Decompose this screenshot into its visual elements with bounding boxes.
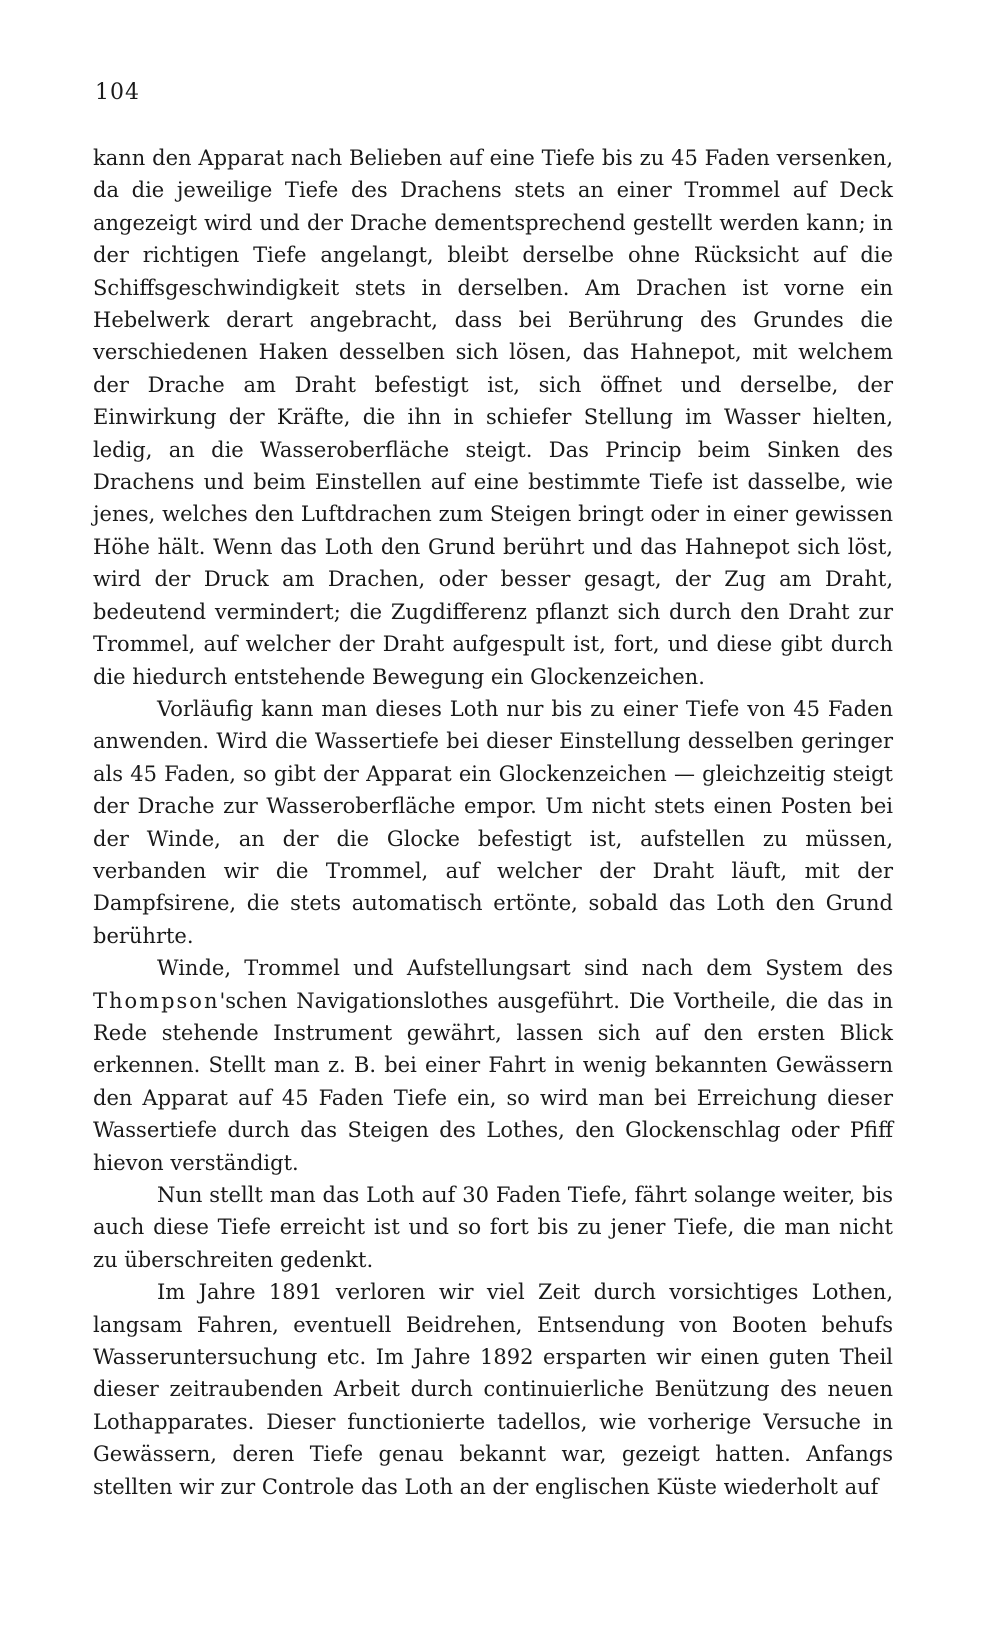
paragraph-4: Nun stellt man das Loth auf 30 Faden Tiefe, fährt solange weiter, bis auch diese Tiefe erreicht ist und so fort bis zu jener Tiefe, die man nicht zu überschreiten gedenkt. bbox=[93, 1183, 893, 1272]
paragraph-3-start: Winde, Trommel und Aufstellungsart sind nach dem System des bbox=[157, 956, 893, 981]
paragraph-3-rest: 'schen Navigationslothes ausgeführt. Die Vortheile, die das in Rede stehende Instrument gewährt, lassen sich auf den ersten Blick erkennen. Stellt man z. B. bei einer Fahrt in wenig bekannten Gewässern den Apparat auf 45 Faden Tiefe ein, so wird man bei Erreichung dieser Wassertiefe durch das Steigen des Lothes, den Glockenschlag oder Pfiff hievon verständigt. bbox=[93, 988, 893, 1175]
body-text bbox=[93, 142, 893, 1503]
paragraph-2: Vorläufig kann man dieses Loth nur bis zu einer Tiefe von 45 Faden anwenden. Wird die Wassertiefe bei dieser Einstellung desselben geringer als 45 Faden, so gibt der Apparat ein Glockenzeichen — gleichzeitig steigt der Drache zur Wasseroberfläche empor. Um nicht stets einen Posten bei der Winde, an der die Glocke befestigt ist, aufstellen zu müssen, verbanden wir die Trommel, auf welcher der Draht läuft, mit der Dampfsirene, die stets automatisch ertönte, sobald das Loth den Grund berührte. bbox=[93, 696, 893, 948]
page-number: 104 bbox=[95, 80, 140, 105]
thompson-name: Thompson bbox=[93, 988, 220, 1013]
paragraph-5: Im Jahre 1891 verloren wir viel Zeit durch vorsichtiges Lothen, langsam Fahren, eventuell Beidrehen, Entsendung von Booten behufs Wasseruntersuchung etc. Im Jahre 1892 ersparten wir einen guten Theil dieser zeitraubenden Arbeit durch continuierliche Benützung des neuen Lothapparates. Dieser functionierte tadellos, wie vorherige Versuche in Gewässern, deren Tiefe genau bekannt war, gezeigt hatten. Anfangs stellten wir zur Controle das Loth an der englischen Küste wiederholt auf bbox=[93, 1280, 893, 1499]
paragraph-1: kann den Apparat nach Belieben auf eine Tiefe bis zu 45 Faden versenken, da die jeweilige Tiefe des Drachens stets an einer Trommel auf Deck angezeigt wird und der Drache dementsprechend gestellt werden kann; in der richtigen Tiefe angelangt, bleibt derselbe ohne Rücksicht auf die Schiffsgeschwindigkeit stets in derselben. Am Drachen ist vorne ein Hebelwerk derart angebracht, dass bei Berührung des Grundes die verschiedenen Haken desselben sich lösen, das Hahnepot, mit welchem der Drache am Draht befestigt ist, sich öffnet und derselbe, der Einwirkung der Kräfte, die ihn in schiefer Stellung im Wasser hielten, ledig, an die Wasseroberfläche steigt. Das Princip beim Sinken des Drachens und beim Einstellen auf eine bestimmte Tiefe ist dasselbe, wie jenes, welches den Luftdrachen zum Steigen bringt oder in einer gewissen Höhe hält. Wenn das Loth den Grund berührt und das Hahnepot sich löst, wird der Druck am Drachen, oder besser gesagt, der Zug am Draht, bedeutend vermindert; die Zugdifferenz pflanzt sich durch den Draht zur Trommel, auf welcher der Draht aufgespult ist, fort, und diese gibt durch die hiedurch entstehende Bewegung ein Glockenzeichen. bbox=[93, 146, 893, 689]
paragraph-3 bbox=[93, 952, 893, 1179]
